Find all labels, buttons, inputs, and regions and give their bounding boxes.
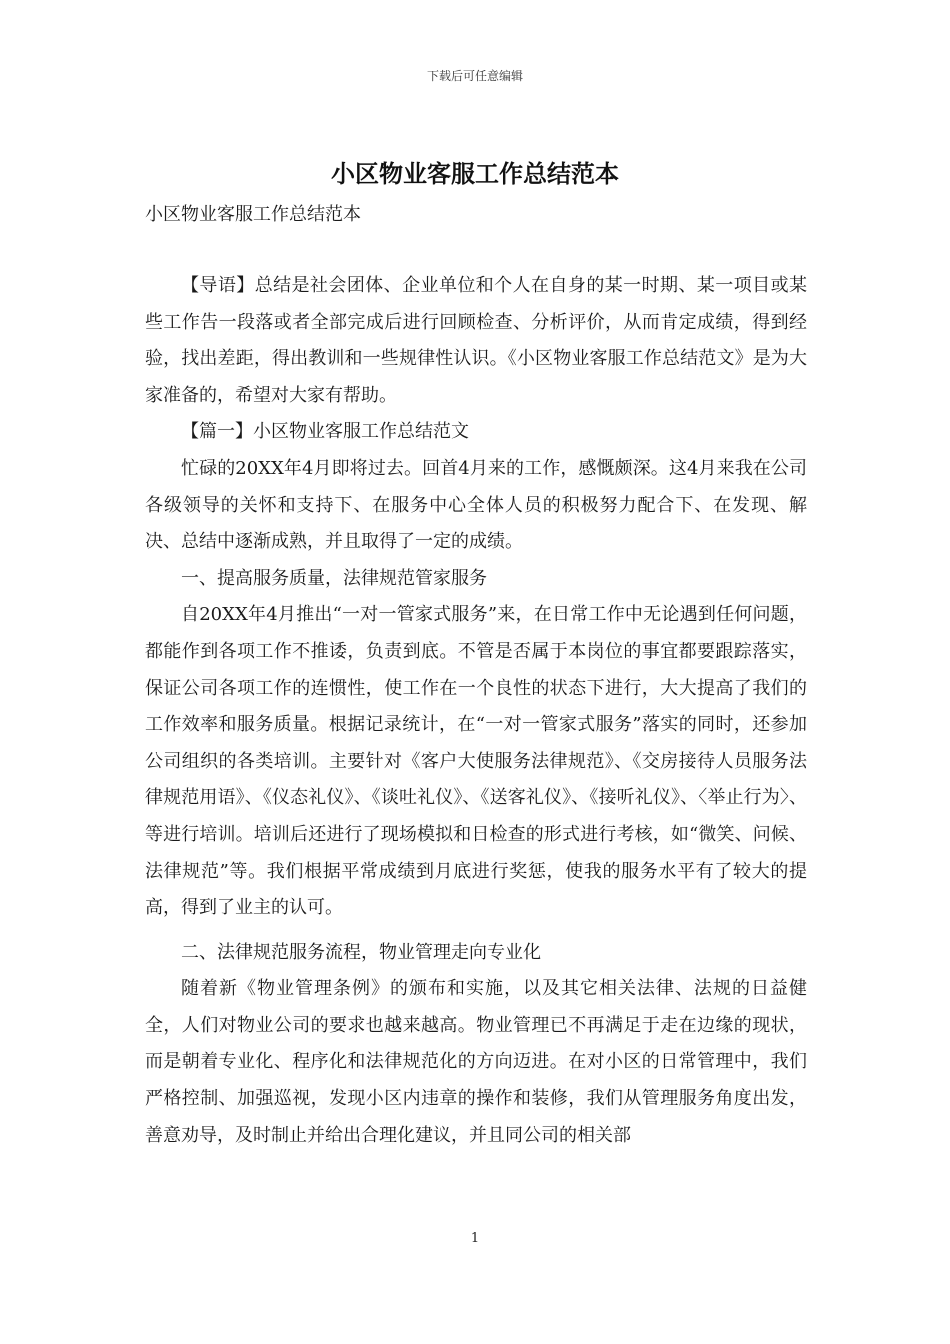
- document-body: [145, 268, 807, 1154]
- body-paragraph: 随着新《物业管理条例》的颁布和实施，以及其它相关法律、法规的日益健全，人们对物业公司的要求也越来越高。物业管理已不再满足于走在边缘的现状，而是朝着专业化、程序化和法律规范化的方向迈进。在对小区的日常管理中，我们严格控制、加强巡视，发现小区内违章的操作和装修，我们从管理服务角度出发，善意劝导，及时制止并给出合理化建议，并且同公司的相关部: [145, 978, 807, 1146]
- intro-paragraph: 【导语】总结是社会团体、企业单位和个人在自身的某一时期、某一项目或某些工作告一段落或者全部完成后进行回顾检查、分析评价，从而肯定成绩，得到经验，找出差距，得出教训和一些规律性认识。《小区物业客服工作总结范文》是为大家准备的，希望对大家有帮助。: [145, 275, 807, 406]
- page-number: 1: [470, 1231, 480, 1246]
- document-subtitle: 小区物业客服工作总结范本: [145, 204, 361, 225]
- section-heading-one: 一、提高服务质量，法律规范管家服务: [181, 567, 487, 589]
- document-title: 小区物业客服工作总结范本: [331, 159, 619, 188]
- section-heading-two: 二、法律规范服务流程，物业管理走向专业化: [181, 941, 541, 963]
- body-paragraph: 忙碌的20XX年4月即将过去。回首4月来的工作，感慨颇深。这4月来我在公司各级领导的关怀和支持下、在服务中心全体人员的积极努力配合下、在发现、解决、总结中逐渐成熟，并且取得了一定的成绩。: [145, 457, 807, 553]
- body-paragraph: 自20XX年4月推出“一对一管家式服务”来，在日常工作中无论遇到任何问题，都能作到各项工作不推诿，负责到底。不管是否属于本岗位的事宜都要跟踪落实，保证公司各项工作的连惯性，使工作在一个良性的状态下进行，大大提高了我们的工作效率和服务质量。根据记录统计，在“一对一管家式服务”落实的同时，还参加公司组织的各类培训。主要针对《客户大使服务法律规范》、《交房接待人员服务法律规范用语》、《仪态礼仪》、《谈吐礼仪》、《送客礼仪》、《接听礼仪》、〈举止行为〉、等进行培训。培训后还进行了现场模拟和日检查的形式进行考核，如“微笑、问候、法律规范”等。我们根据平常成绩到月底进行奖惩，使我的服务水平有了较大的提高，得到了业主的认可。: [145, 604, 807, 919]
- section-heading-part-one: 【篇一】小区物业客服工作总结范文: [181, 421, 469, 443]
- header-note: 下载后可任意编辑: [426, 69, 523, 83]
